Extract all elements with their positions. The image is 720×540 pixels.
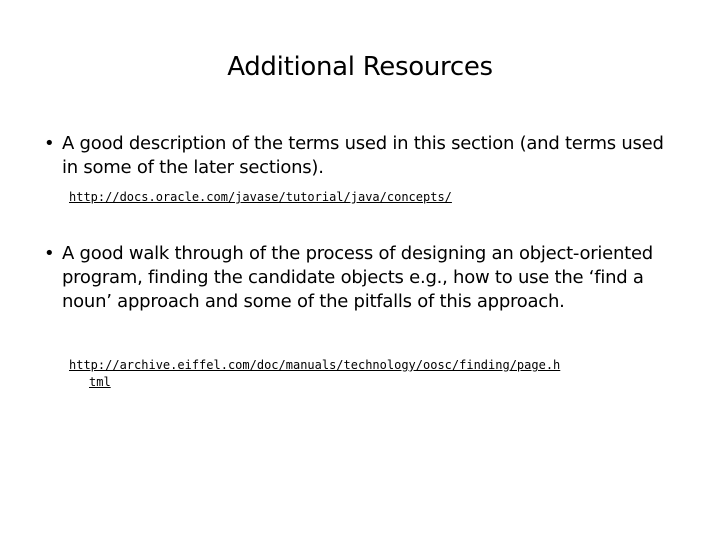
bullet-item [44, 132, 684, 180]
eiffel-finding-link[interactable]: http://archive.eiffel.com/doc/manuals/technology/oosc/finding/page.h [69, 358, 561, 372]
eiffel-finding-link-continued[interactable]: tml [89, 375, 111, 389]
bullet-marker: • [44, 133, 55, 154]
slide-title: Additional Resources [227, 52, 493, 82]
bullet-text: A good description of the terms used in this section (and terms used in some of the later sections). [62, 133, 664, 178]
bullet-marker: • [44, 243, 55, 264]
oracle-concepts-link[interactable]: http://docs.oracle.com/javase/tutorial/java/concepts/ [69, 190, 452, 204]
bullet-text: A good walk through of the process of designing an object-oriented program, finding the candidate objects e.g., how to use the ‘find a noun’ approach and some of the pitfalls of this approach. [62, 243, 653, 312]
bullet-item [44, 242, 684, 314]
